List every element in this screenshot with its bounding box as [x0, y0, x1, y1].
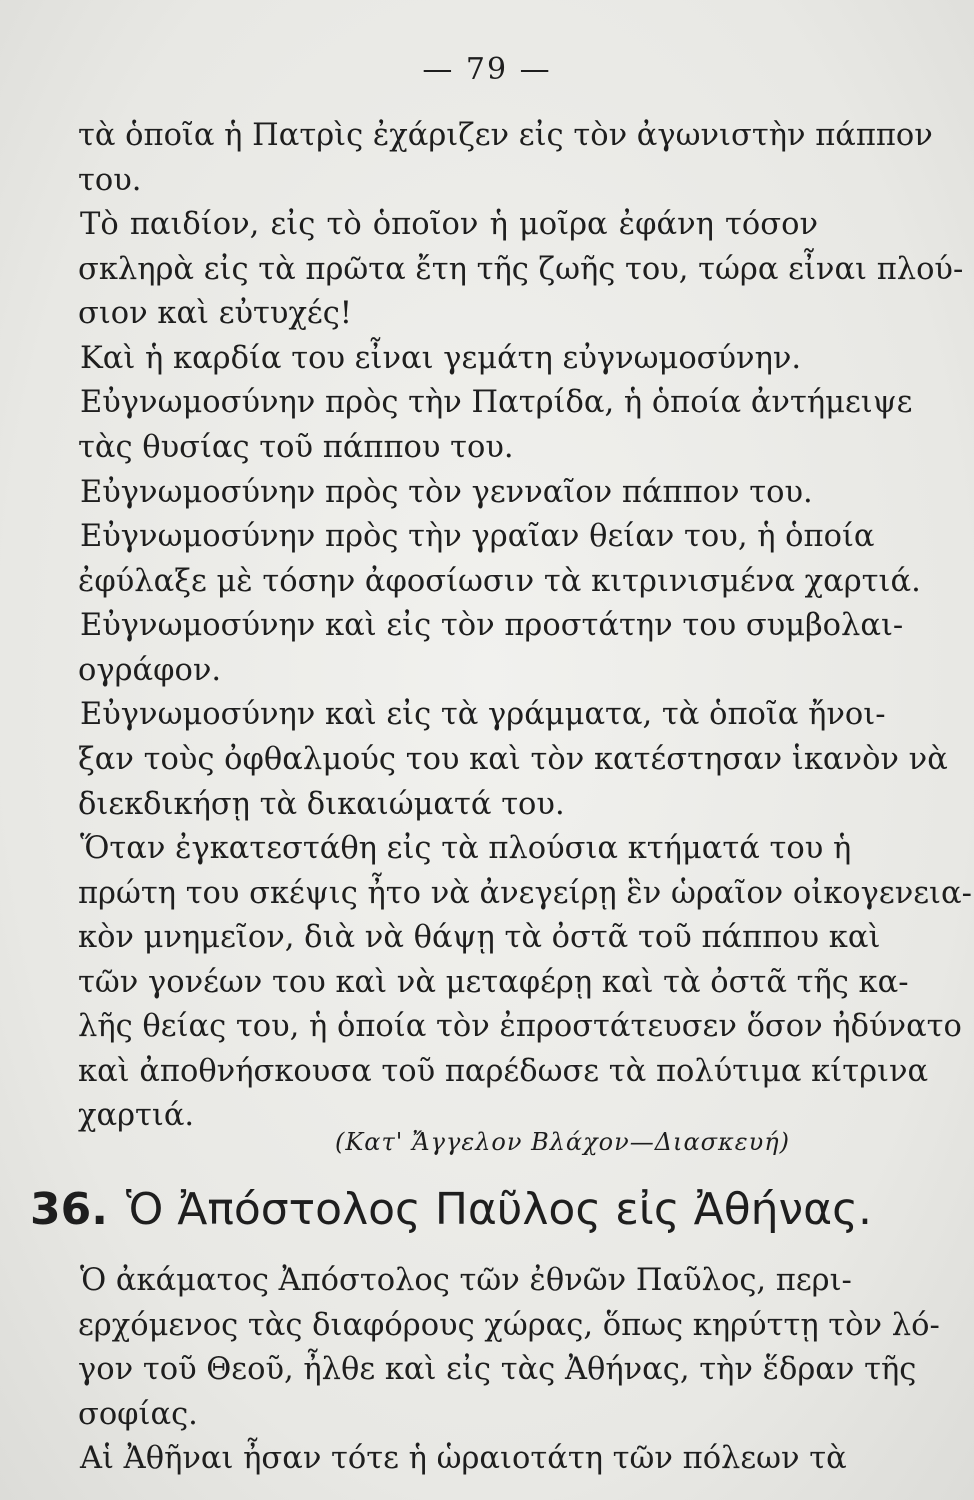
section-title: Ὁ Ἀπόστολος Παῦλος εἰς Ἀθήνας.	[125, 1184, 872, 1235]
text-line: Ὁ ἀκάματος Ἀπόστολος τῶν ἐθνῶν Παῦλος, περι-	[80, 1263, 852, 1298]
text-line: τῶν γονέων του καὶ νὰ μεταφέρῃ καὶ τὰ ὀστᾶ τῆς κα-	[78, 965, 909, 1000]
text-line: τὰ ὁποῖα ἡ Πατρὶς ἐχάριζεν εἰς τὸν ἀγωνιστὴν πάππον	[78, 118, 933, 153]
text-line: πρώτη του σκέψις ἦτο νὰ ἀνεγείρῃ ἓν ὡραῖον οἰκογενεια-	[78, 876, 972, 911]
text-line: Εὐγνωμοσύνην πρὸς τὴν Πατρίδα, ἡ ὁποία ἀντήμειψε	[80, 385, 913, 420]
section-number: 36.	[30, 1184, 108, 1235]
page-number: — 79 —	[422, 52, 552, 87]
text-line: Τὸ παιδίον, εἰς τὸ ὁποῖον ἡ μοῖρα ἐφάνη τόσον	[80, 207, 818, 242]
text-line: Καὶ ἡ καρδία του εἶναι γεμάτη εὐγνωμοσύνην.	[80, 341, 802, 376]
text-line: σιον καὶ εὐτυχές!	[78, 296, 353, 331]
text-line: ἐφύλαξε μὲ τόσην ἀφοσίωσιν τὰ κιτρινισμένα χαρτιά.	[78, 564, 921, 599]
text-line: ογράφον.	[78, 653, 222, 688]
text-line: Εὐγνωμοσύνην πρὸς τὴν γραῖαν θείαν του, ἡ ὁποία	[80, 519, 875, 554]
text-line: Εὐγνωμοσύνην πρὸς τὸν γενναῖον πάππον του.	[80, 475, 813, 510]
text-line: ερχόμενος τὰς διαφόρους χώρας, ὅπως κηρύττῃ τὸν λό-	[78, 1308, 940, 1343]
text-line: σοφίας.	[78, 1397, 198, 1432]
text-line: γον τοῦ Θεοῦ, ἦλθε καὶ εἰς τὰς Ἀθήνας, τὴν ἕδραν τῆς	[78, 1352, 917, 1387]
text-line: διεκδικήσῃ τὰ δικαιώματά του.	[78, 787, 565, 822]
text-line: σκληρὰ εἰς τὰ πρῶτα ἔτη τῆς ζωῆς του, τώρα εἶναι πλού-	[78, 252, 964, 287]
text-line: Ὅταν ἐγκατεστάθη εἰς τὰ πλούσια κτήματά του ἡ	[80, 831, 852, 866]
text-line: τὰς θυσίας τοῦ πάππου του.	[78, 430, 514, 465]
section-heading	[30, 1180, 872, 1240]
text-line: Εὐγνωμοσύνην καὶ εἰς τὸν προστάτην του συμβολαι-	[80, 608, 904, 643]
text-line: καὶ ἀποθνήσκουσα τοῦ παρέδωσε τὰ πολύτιμα κίτρινα	[78, 1054, 929, 1089]
text-line: λῆς θείας του, ἡ ὁποία τὸν ἐπροστάτευσεν ὅσον ἠδύνατο	[78, 1009, 962, 1044]
text-line: του.	[78, 163, 142, 198]
text-line: χαρτιά.	[78, 1098, 195, 1133]
attribution: (Κατ' Ἄγγελον Βλάχον—Διασκευή)	[335, 1128, 790, 1156]
text-line: Εὐγνωμοσύνην καὶ εἰς τὰ γράμματα, τὰ ὁποῖα ἤνοι-	[80, 697, 886, 732]
text-line: ξαν τοὺς ὀφθαλμούς του καὶ τὸν κατέστησαν ἱκανὸν νὰ	[78, 742, 948, 777]
text-line: κὸν μνημεῖον, διὰ νὰ θάψῃ τὰ ὀστᾶ τοῦ πάππου καὶ	[78, 920, 881, 955]
text-line: Αἱ Ἀθῆναι ἦσαν τότε ἡ ὡραιοτάτη τῶν πόλεων τὰ	[80, 1441, 847, 1476]
